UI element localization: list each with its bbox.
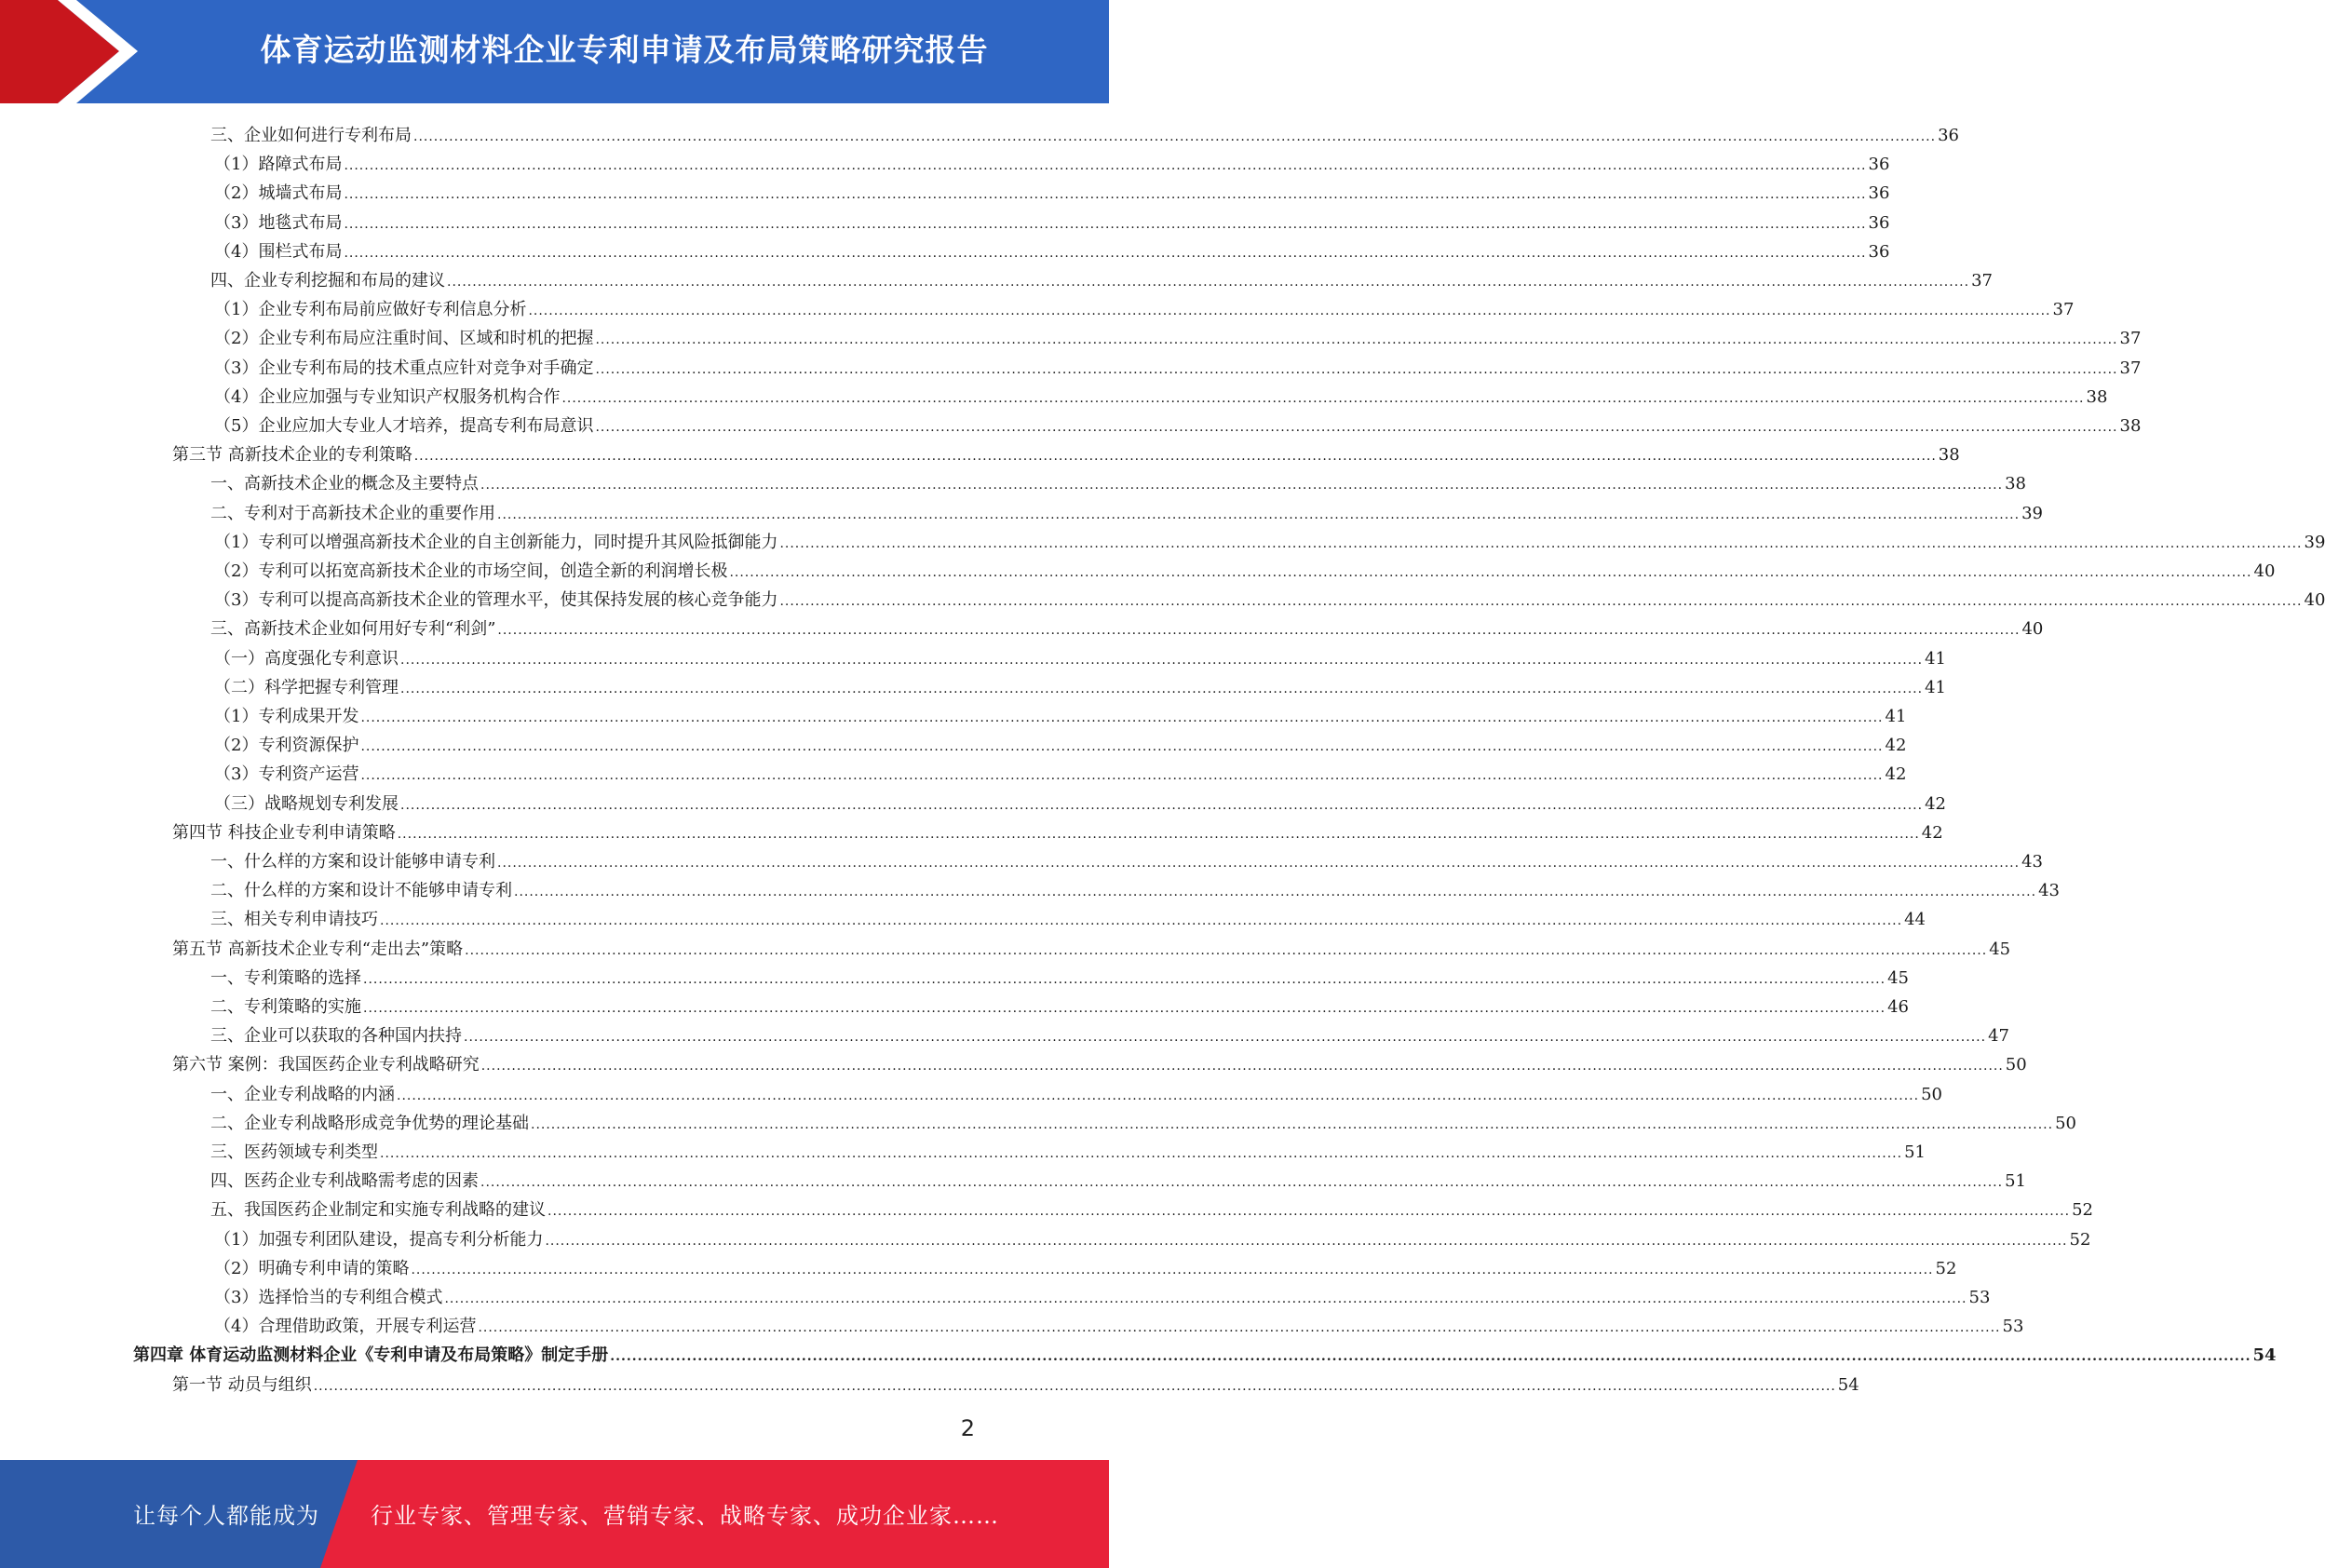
toc-entry-page: 51: [2005, 1171, 2026, 1192]
toc-entry[interactable]: [210, 264, 1993, 292]
toc-entry[interactable]: [214, 147, 1890, 176]
toc-entry[interactable]: [210, 612, 2044, 641]
toc-dot-leader: ............................................................................................................................................................................................................................................................................................................: [411, 1262, 1934, 1277]
toc-entry[interactable]: [214, 351, 2142, 380]
toc-entry-page: 42: [1885, 764, 1907, 785]
toc-entry-label: （3）专利可以提高高新技术企业的管理水平，使其保持发展的核心竞争能力: [214, 590, 778, 611]
toc-entry-page: 45: [1989, 939, 2011, 959]
toc-entry[interactable]: [210, 902, 1926, 931]
toc-entry[interactable]: [210, 1019, 2009, 1048]
toc-dot-leader: ............................................................................................................................................................................................................................................................................................................: [610, 1349, 2251, 1365]
toc-dot-leader: ............................................................................................................................................................................................................................................................................................................: [400, 652, 1924, 668]
toc-entry-label: （1）专利可以增强高新技术企业的自主创新能力，同时提升其风险抵御能力: [214, 532, 778, 552]
toc-dot-leader: ............................................................................................................................................................................................................................................................................................................: [595, 332, 2118, 348]
toc-entry-label: （3）选择恰当的专利组合模式: [214, 1288, 443, 1307]
toc-dot-leader: ............................................................................................................................................................................................................................................................................................................: [413, 129, 1937, 144]
toc-dot-leader: ............................................................................................................................................................................................................................................................................................................: [363, 1001, 1886, 1016]
toc-entry-label: 四、医药企业专利战略需考虑的因素: [210, 1171, 479, 1192]
toc-entry[interactable]: [214, 235, 1890, 264]
toc-entry-label: 二、企业专利战略形成竞争优势的理论基础: [210, 1113, 529, 1133]
toc-entry[interactable]: [210, 1164, 2026, 1193]
toc-entry[interactable]: [214, 583, 2325, 612]
toc-dot-leader: ............................................................................................................................................................................................................................................................................................................: [360, 710, 1884, 725]
toc-entry-page: 38: [2005, 474, 2026, 494]
toc-entry-label: （3）专利资产运营: [214, 764, 359, 785]
toc-entry-label: 三、医药领域专利类型: [210, 1142, 378, 1162]
toc-entry[interactable]: [214, 380, 2108, 409]
toc-entry-label: （4）企业应加强与专业知识产权服务机构合作: [214, 386, 561, 407]
toc-entry-label: 三、企业可以获取的各种国内扶持: [210, 1026, 462, 1047]
toc-entry[interactable]: [210, 466, 2026, 495]
toc-entry[interactable]: [210, 1135, 1926, 1164]
toc-entry-label: 一、专利策略的选择: [210, 967, 361, 988]
toc-entry[interactable]: [214, 525, 2325, 554]
toc-entry-page: 36: [1868, 241, 1890, 262]
toc-entry-page: 51: [1904, 1142, 1926, 1162]
toc-entry-label: （2）专利可以拓宽高新技术企业的市场空间，创造全新的利润增长极: [214, 561, 728, 581]
toc-entry-page: 36: [1868, 212, 1890, 233]
page-header: [0, 0, 1109, 103]
toc-dot-leader: ............................................................................................................................................................................................................................................................................................................: [344, 245, 1867, 261]
toc-entry-page: 37: [2052, 300, 2075, 320]
toc-entry-page: 47: [1988, 1026, 2009, 1047]
toc-dot-leader: ............................................................................................................................................................................................................................................................................................................: [478, 1320, 2001, 1336]
toc-entry-label: （3）地毯式布局: [214, 212, 343, 233]
toc-entry-page: 37: [1971, 271, 1993, 291]
toc-dot-leader: ............................................................................................................................................................................................................................................................................................................: [595, 420, 2118, 435]
toc-dot-leader: ............................................................................................................................................................................................................................................................................................................: [400, 681, 1924, 696]
toc-entry-label: （3）企业专利布局的技术重点应针对竞争对手确定: [214, 358, 594, 378]
toc-entry-page: 53: [2002, 1317, 2024, 1337]
toc-dot-leader: ............................................................................................................................................................................................................................................................................................................: [497, 623, 2021, 639]
toc-entry-page: 52: [1935, 1258, 1957, 1278]
report-title: 体育运动监测材料企业专利申请及布局策略研究报告: [260, 32, 989, 68]
toc-entry-label: 三、高新技术企业如何用好专利“利剑”: [210, 619, 496, 640]
toc-entry-page: 40: [2253, 561, 2276, 581]
toc-entry-page: 38: [1938, 445, 1960, 466]
toc-entry[interactable]: [214, 699, 1907, 728]
toc-entry[interactable]: [210, 118, 1959, 147]
toc-dot-leader: ............................................................................................................................................................................................................................................................................................................: [547, 1204, 2071, 1220]
toc-entry[interactable]: [214, 670, 1946, 699]
toc-dot-leader: ............................................................................................................................................................................................................................................................................................................: [497, 856, 2021, 871]
toc-entry-page: 36: [1938, 126, 1959, 145]
toc-entry-label: （4）围栏式布局: [214, 241, 343, 262]
toc-entry[interactable]: [214, 757, 1907, 786]
toc-entry[interactable]: [172, 438, 1960, 466]
toc-entry-label: 第一节 动员与组织: [172, 1374, 312, 1395]
toc-entry-page: 50: [2005, 1055, 2027, 1075]
toc-entry-label: 第四节 科技企业专利申请策略: [172, 822, 396, 843]
toc-entry-label: 第三节 高新技术企业的专利策略: [172, 445, 412, 466]
toc-entry[interactable]: [214, 787, 1946, 816]
toc-entry[interactable]: [214, 554, 2276, 583]
toc-dot-leader: ............................................................................................................................................................................................................................................................................................................: [561, 390, 2085, 406]
toc-dot-leader: ............................................................................................................................................................................................................................................................................................................: [528, 304, 2051, 319]
toc-entry[interactable]: [214, 206, 1890, 235]
toc-entry-label: （1）路障式布局: [214, 155, 343, 175]
page-number: 2: [960, 1415, 975, 1441]
toc-entry-page: 54: [1837, 1374, 1859, 1395]
toc-entry-label: （三）战略规划专利发展: [214, 793, 399, 814]
toc-entry[interactable]: [210, 1193, 2093, 1222]
toc-entry[interactable]: [214, 321, 2142, 350]
toc-dot-leader: ............................................................................................................................................................................................................................................................................................................: [480, 478, 2004, 493]
toc-entry-page: 50: [2055, 1113, 2076, 1133]
toc-entry-page: 54: [2252, 1345, 2277, 1366]
toc-entry-page: 44: [1904, 910, 1926, 930]
toc-entry[interactable]: [214, 292, 2075, 321]
toc-entry[interactable]: [210, 1077, 1942, 1106]
toc-entry-page: 46: [1887, 997, 1909, 1017]
toc-entry-label: 第四章 体育运动监测材料企业《专利申请及布局策略》制定手册: [133, 1345, 609, 1366]
toc-entry[interactable]: [214, 728, 1907, 757]
toc-dot-leader: ............................................................................................................................................................................................................................................................................................................: [779, 594, 2303, 610]
toc-entry-page: 37: [2119, 329, 2142, 349]
toc-dot-leader: ............................................................................................................................................................................................................................................................................................................: [531, 1116, 2054, 1132]
toc-dot-leader: ............................................................................................................................................................................................................................................................................................................: [397, 1088, 1920, 1103]
toc-entry[interactable]: [210, 990, 1909, 1019]
toc-entry[interactable]: [172, 1048, 2027, 1076]
toc-entry[interactable]: [210, 961, 1909, 990]
toc-entry-page: 39: [2304, 532, 2325, 552]
toc-dot-leader: ............................................................................................................................................................................................................................................................................................................: [444, 1291, 1967, 1306]
toc-entry[interactable]: [210, 845, 2043, 873]
toc-entry-page: 40: [2021, 619, 2044, 640]
toc-entry[interactable]: [210, 496, 2043, 525]
toc-entry-label: （1）专利成果开发: [214, 707, 359, 726]
toc-entry-label: 第五节 高新技术企业专利“走出去”策略: [172, 939, 464, 959]
toc-entry-label: （二）科学把握专利管理: [214, 677, 399, 697]
toc-entry-page: 43: [2038, 881, 2060, 901]
toc-entry[interactable]: [214, 1309, 2024, 1338]
toc-dot-leader: ............................................................................................................................................................................................................................................................................................................: [413, 449, 1937, 465]
toc-dot-leader: ............................................................................................................................................................................................................................................................................................................: [400, 797, 1924, 813]
toc-entry[interactable]: [214, 409, 2142, 438]
toc-entry-label: （5）企业应加大专业人才培养，提高专利布局意识: [214, 416, 594, 436]
toc-entry-label: （2）企业专利布局应注重时间、区域和时机的把握: [214, 329, 594, 349]
toc-entry-page: 38: [2119, 416, 2142, 436]
toc-dot-leader: ............................................................................................................................................................................................................................................................................................................: [360, 768, 1884, 784]
toc-dot-leader: ............................................................................................................................................................................................................................................................................................................: [344, 158, 1867, 174]
toc-entry-label: （一）高度强化专利意识: [214, 648, 399, 669]
toc-entry-page: 42: [1885, 736, 1907, 756]
toc-dot-leader: ............................................................................................................................................................................................................................................................................................................: [480, 1059, 2004, 1075]
toc-entry-page: 39: [2021, 503, 2043, 523]
toc-dot-leader: ............................................................................................................................................................................................................................................................................................................: [380, 913, 1903, 929]
toc-entry-page: 36: [1868, 155, 1890, 175]
toc-entry-label: 一、什么样的方案和设计能够申请专利: [210, 852, 495, 872]
toc-dot-leader: ............................................................................................................................................................................................................................................................................................................: [779, 535, 2303, 551]
toc-entry-page: 50: [1921, 1084, 1942, 1104]
toc-entry[interactable]: [214, 176, 1890, 205]
toc-entry-label: （2）明确专利申请的策略: [214, 1258, 410, 1278]
toc-entry-page: 52: [2072, 1200, 2093, 1221]
toc-dot-leader: ............................................................................................................................................................................................................................................................................................................: [313, 1378, 1836, 1394]
toc-dot-leader: ............................................................................................................................................................................................................................................................................................................: [497, 507, 2021, 522]
toc-dot-leader: ............................................................................................................................................................................................................................................................................................................: [380, 1146, 1903, 1161]
toc-dot-leader: ............................................................................................................................................................................................................................................................................................................: [447, 275, 1970, 290]
toc-entry-page: 41: [1885, 707, 1907, 726]
toc-entry-page: 52: [2069, 1229, 2091, 1250]
toc-entry-page: 37: [2119, 358, 2142, 378]
page-footer: [0, 1460, 1109, 1568]
footer-slogan-left: 让每个人都能成为: [133, 1503, 319, 1529]
toc-entry[interactable]: [214, 1280, 1991, 1309]
toc-entry-page: 42: [1925, 793, 1946, 814]
toc-entry-label: 五、我国医药企业制定和实施专利战略的建议: [210, 1200, 546, 1221]
toc-dot-leader: ............................................................................................................................................................................................................................................................................................................: [464, 1030, 1987, 1046]
toc-entry[interactable]: [133, 1338, 2277, 1367]
footer-slogan-right: 行业专家、管理专家、营销专家、战略专家、成功企业家……: [371, 1503, 999, 1529]
toc-entry-page: 43: [2021, 852, 2043, 872]
toc-entry-label: 三、相关专利申请技巧: [210, 910, 378, 930]
toc-entry[interactable]: [172, 1368, 1859, 1397]
toc-entry[interactable]: [172, 932, 2011, 961]
toc-entry-label: （2）专利资源保护: [214, 736, 359, 756]
toc-entry-label: （1）加强专利团队建设，提高专利分析能力: [214, 1229, 544, 1250]
toc-entry-label: 三、企业如何进行专利布局: [210, 126, 412, 145]
toc-entry[interactable]: [210, 1106, 2076, 1135]
toc-dot-leader: ............................................................................................................................................................................................................................................................................................................: [397, 826, 1920, 842]
toc-dot-leader: ............................................................................................................................................................................................................................................................................................................: [545, 1233, 2068, 1249]
toc-entry-label: 二、什么样的方案和设计不能够申请专利: [210, 881, 512, 901]
toc-dot-leader: ............................................................................................................................................................................................................................................................................................................: [729, 565, 2252, 580]
toc-dot-leader: ............................................................................................................................................................................................................................................................................................................: [363, 971, 1886, 987]
toc-dot-leader: ............................................................................................................................................................................................................................................................................................................: [595, 361, 2118, 377]
toc-entry[interactable]: [210, 873, 2060, 902]
toc-entry-page: 41: [1925, 648, 1946, 669]
toc-entry-page: 36: [1868, 183, 1890, 204]
toc-entry-label: 二、专利对于高新技术企业的重要作用: [210, 503, 495, 523]
toc-dot-leader: ............................................................................................................................................................................................................................................................................................................: [360, 739, 1884, 755]
toc-entry-page: 38: [2086, 386, 2108, 407]
toc-entry-label: （2）城墙式布局: [214, 183, 343, 204]
toc-dot-leader: ............................................................................................................................................................................................................................................................................................................: [465, 942, 1988, 958]
toc-entry[interactable]: [214, 1251, 1957, 1280]
toc-entry-page: 53: [1968, 1288, 1991, 1307]
toc-dot-leader: ............................................................................................................................................................................................................................................................................................................: [514, 885, 2037, 900]
toc-dot-leader: ............................................................................................................................................................................................................................................................................................................: [480, 1175, 2004, 1191]
toc-entry[interactable]: [172, 816, 1943, 845]
toc-entry-label: 一、高新技术企业的概念及主要特点: [210, 474, 479, 494]
toc-entry[interactable]: [214, 642, 1946, 670]
toc-entry-label: 二、专利策略的实施: [210, 997, 361, 1017]
toc-entry-label: （1）企业专利布局前应做好专利信息分析: [214, 300, 527, 320]
toc-entry-page: 45: [1887, 967, 1909, 988]
toc-entry-label: 一、企业专利战略的内涵: [210, 1084, 395, 1104]
toc-entry-label: （4）合理借助政策，开展专利运营: [214, 1317, 477, 1337]
toc-dot-leader: ............................................................................................................................................................................................................................................................................................................: [344, 187, 1867, 203]
toc-entry-page: 40: [2304, 590, 2325, 611]
toc-entry-label: 四、企业专利挖掘和布局的建议: [210, 271, 445, 291]
toc-entry-label: 第六节 案例：我国医药企业专利战略研究: [172, 1055, 480, 1075]
toc-entry-page: 42: [1921, 822, 1943, 843]
toc-dot-leader: ............................................................................................................................................................................................................................................................................................................: [344, 216, 1867, 232]
toc-entry-page: 41: [1925, 677, 1946, 697]
toc-entry[interactable]: [214, 1223, 2091, 1251]
